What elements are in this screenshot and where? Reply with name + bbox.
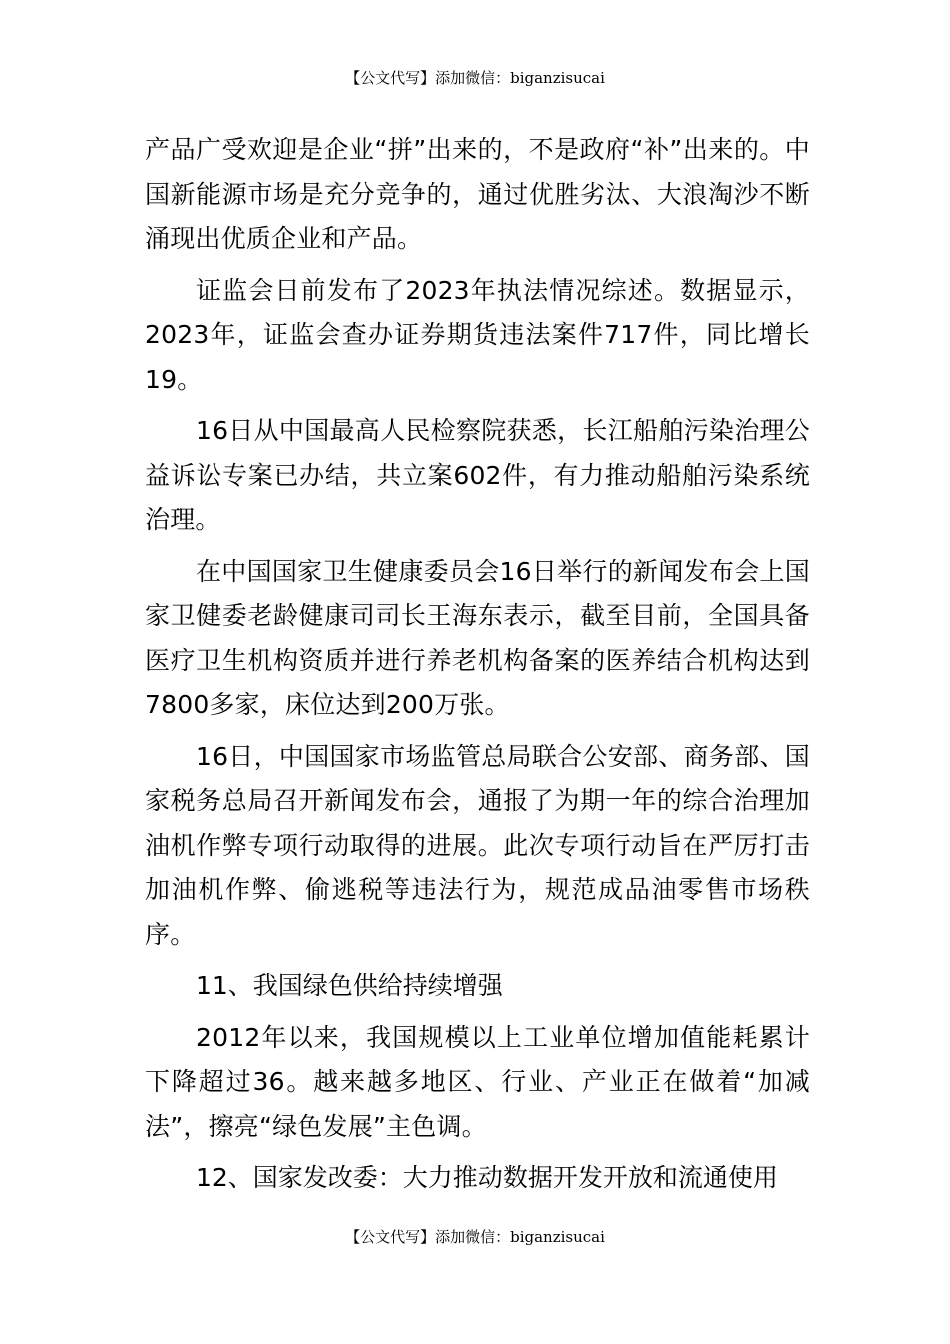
paragraph-energy-consumption: 2012年以来，我国规模以上工业单位增加值能耗累计下降超过36。越来越多地区、行业、产业正在做着“加减法”，擦亮“绿色发展”主色调。 [145,1022,810,1141]
document-body [145,128,810,1208]
paragraph-yangtze-pollution: 16日从中国最高人民检察院获悉，长江船舶污染治理公益诉讼专案已办结，共立案602件，有力推动船舶污染系统治理。 [145,416,810,534]
paragraph-new-energy: 产品广受欢迎是企业“拼”出来的，不是政府“补”出来的。中国新能源市场是充分竞争的，通过优胜劣汰、大浪淘沙不断涌现出优质企业和产品。 [145,135,810,253]
heading-green-supply: 11、我国绿色供给持续增强 [196,971,503,1000]
paragraph-csrc-enforcement: 证监会日前发布了2023年执法情况综述。数据显示，2023年，证监会查办证券期货违法案件717件，同比增长19。 [145,275,810,394]
page-footer: 【公文代写】添加微信：biganzisucai [345,1228,605,1246]
heading-data-development: 12、国家发改委：大力推动数据开发开放和流通使用 [196,1163,778,1192]
paragraph-fuel-dispenser: 16日，中国国家市场监管总局联合公安部、商务部、国家税务总局召开新闻发布会，通报了为期一年的综合治理加油机作弊专项行动取得的进展。此次专项行动旨在严厉打击加油机作弊、偷逃税等违法行为，规范成品油零售市场秩序。 [145,741,810,949]
paragraph-elderly-care: 在中国国家卫生健康委员会16日举行的新闻发布会上国家卫健委老龄健康司司长王海东表示，截至目前，全国具备医疗卫生机构资质并进行养老机构备案的医养结合机构达到7800多家，床位达到200万张。 [145,556,810,719]
page-header: 【公文代写】添加微信：biganzisucai [345,69,605,87]
